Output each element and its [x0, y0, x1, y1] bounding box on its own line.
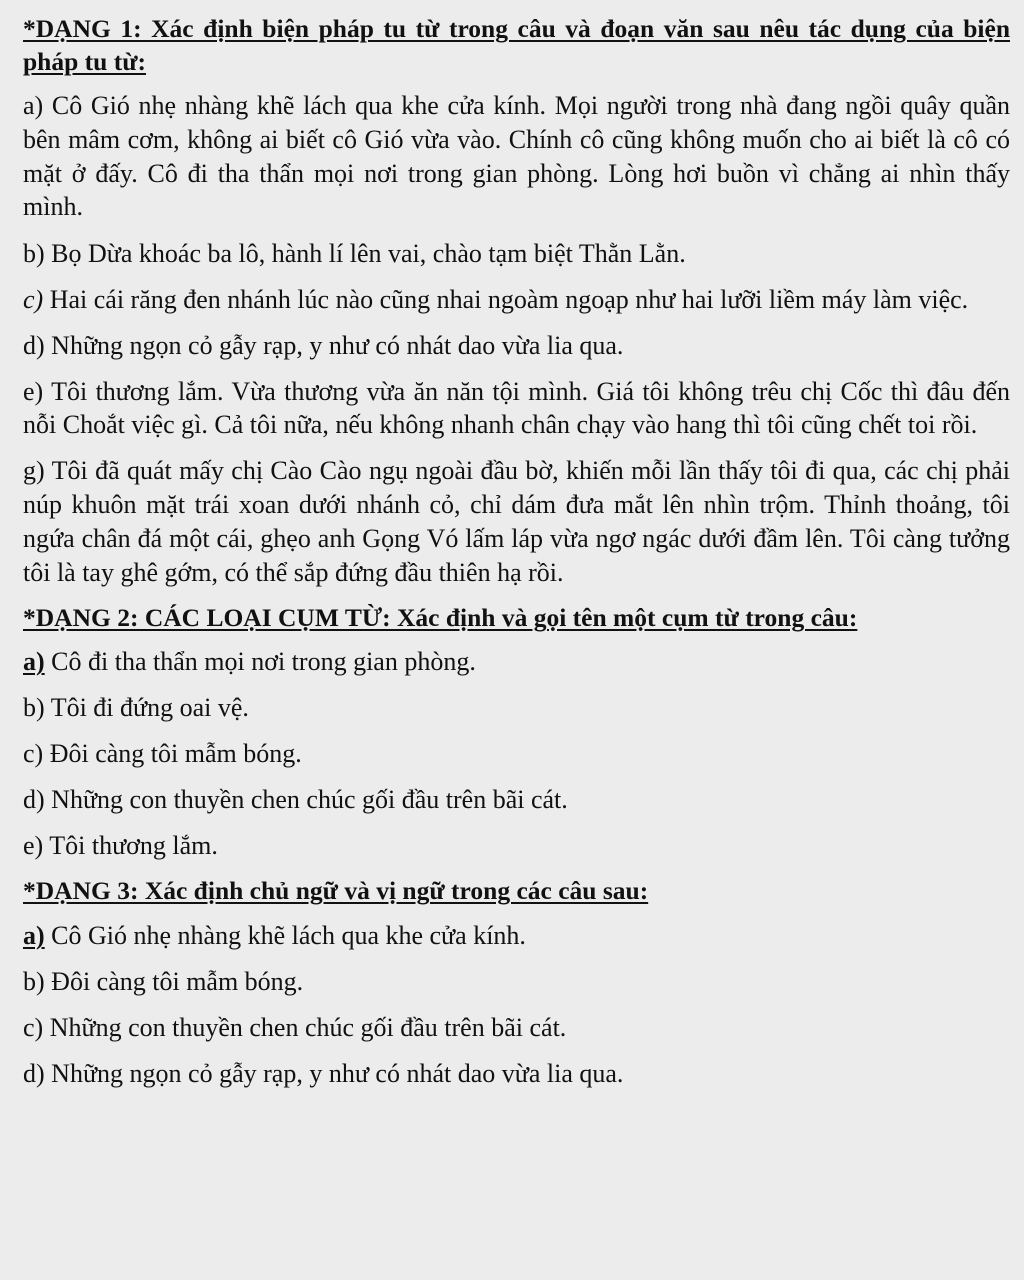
item-text: Đôi càng tôi mẫm bóng.	[51, 967, 304, 997]
section1-item-g	[23, 454, 1010, 589]
section2-item-c	[23, 737, 1010, 771]
section2-item-a	[23, 645, 1010, 679]
item-text: Những ngọn cỏ gẫy rạp, y như có nhát dao vừa lia qua.	[51, 1058, 624, 1088]
item-text: Những ngọn cỏ gẫy rạp, y như có nhát dao vừa lia qua.	[51, 330, 624, 360]
item-label: d)	[23, 784, 45, 814]
item-text: Cô đi tha thẩn mọi nơi trong gian phòng.	[51, 647, 476, 677]
section3-heading: *DẠNG 3: Xác định chủ ngữ và vị ngữ trong các câu sau:	[23, 876, 649, 906]
item-text: Cô Gió nhẹ nhàng khẽ lách qua khe cửa kính.	[51, 921, 526, 951]
item-text: Cô Gió nhẹ nhàng khẽ lách qua khe cửa kính. Mọi người trong nhà đang ngồi quây quần bên mâm cơm, không ai biết cô Gió vừa vào. Chính cô cũng không muốn cho ai biết là cô có mặt ở đấy. Cô đi tha thẩn mọi nơi trong gian phòng. Lòng hơi buồn vì chẳng ai nhìn thấy mình.	[23, 91, 1011, 222]
section1-item-e	[23, 375, 1010, 443]
item-text: Tôi thương lắm. Vừa thương vừa ăn năn tội mình. Giá tôi không trêu chị Cốc thì đâu đến nỗi Choắt việc gì. Cả tôi nữa, nếu không nhanh chân chạy vào hang thì tôi cũng chết toi rồi.	[23, 376, 1011, 440]
item-text: Tôi đã quát mấy chị Cào Cào ngụ ngoài đầu bờ, khiến mỗi lần thấy tôi đi qua, các chị phải núp khuôn mặt trái xoan dưới nhánh cỏ, chỉ dám đưa mắt lên nhìn trộm. Thỉnh thoảng, tôi ngứa chân đá một cái, ghẹo anh Gọng Vó lấm láp vừa ngơ ngác dưới đầm lên. Tôi càng tưởng tôi là tay ghê gớm, có thể sắp đứng đầu thiên hạ rồi.	[23, 456, 1011, 587]
item-label: c)	[23, 284, 44, 314]
item-text: Những con thuyền chen chúc gối đầu trên bãi cát.	[49, 1012, 567, 1042]
item-label: g)	[23, 456, 45, 486]
section1-heading: *DẠNG 1: Xác định biện pháp tu từ trong câu và đoạn văn sau nêu tác dụng của biện pháp tu từ:	[23, 14, 1010, 76]
item-text: Tôi thương lắm.	[49, 830, 218, 860]
section3-item-b	[23, 965, 1010, 999]
item-text: Những con thuyền chen chúc gối đầu trên bãi cát.	[51, 784, 568, 814]
section2-item-e	[23, 829, 1010, 863]
item-label: c)	[23, 1012, 44, 1042]
item-label: e)	[23, 376, 44, 406]
section3-item-a	[23, 919, 1010, 953]
item-label: a)	[23, 921, 45, 951]
item-label: e)	[23, 830, 44, 860]
item-text: Tôi đi đứng oai vệ.	[50, 693, 249, 723]
item-text: Hai cái răng đen nhánh lúc nào cũng nhai ngoàm ngoạp như hai lưỡi liềm máy làm việc.	[49, 284, 969, 314]
section1-item-a	[23, 89, 1010, 224]
item-label: a)	[23, 91, 44, 120]
item-label: b)	[23, 967, 45, 997]
item-label: d)	[23, 1058, 45, 1088]
item-text: Bọ Dừa khoác ba lô, hành lí lên vai, chào tạm biệt Thằn Lằn.	[51, 239, 686, 269]
section2-heading: *DẠNG 2: CÁC LOẠI CỤM TỪ: Xác định và gọi tên một cụm từ trong câu:	[23, 603, 858, 633]
section1-item-b	[23, 237, 1010, 271]
section3-item-c	[23, 1011, 1010, 1045]
item-label: b)	[23, 693, 45, 723]
section1-item-d	[23, 329, 1010, 363]
section2-item-b	[23, 691, 1010, 725]
item-label: b)	[23, 239, 45, 269]
section1-item-c	[23, 283, 1010, 317]
item-text: Đôi càng tôi mẫm bóng.	[49, 738, 302, 768]
item-label: c)	[23, 738, 44, 768]
section3-item-d	[23, 1057, 1010, 1091]
item-label: d)	[23, 330, 45, 360]
section2-item-d	[23, 783, 1010, 817]
item-label: a)	[23, 647, 45, 677]
